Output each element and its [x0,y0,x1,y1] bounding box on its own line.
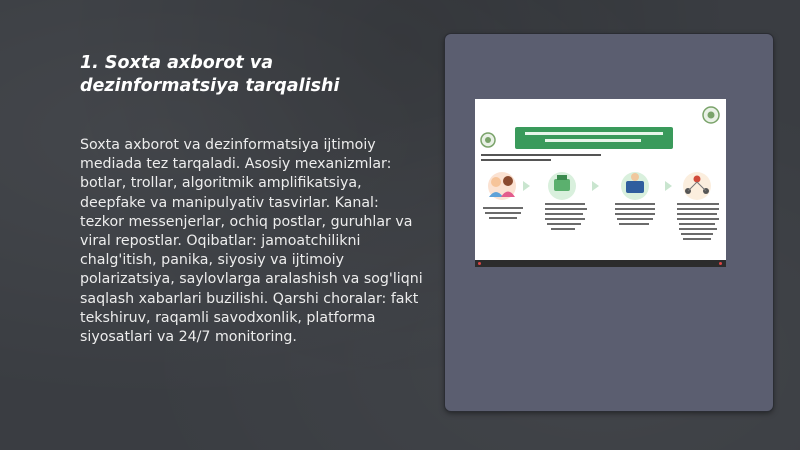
arrow-icon [592,181,599,191]
embedded-player-bar [475,260,726,267]
slide-title: 1. Soxta axborot va dezinformatsiya tarqalishi [80,53,340,96]
embedded-slide-graphic [475,99,726,267]
people-icon [488,172,516,200]
slide-text-block [80,52,425,347]
desk-icon [548,172,576,200]
briefcase-icon [621,172,649,200]
banner-shape [515,127,673,149]
arrow-icon [665,181,672,191]
arrow-icon [523,181,530,191]
slide-body: Soxta axborot va dezinformatsiya ijtimoiy mediada tez tarqaladi. Asosiy mexanizmlar: botlar, trollar, algoritmik amplifikatsiya, deepfake va manipulyativ tasvirlar. Kanal: tezkor messenjerlar, ochiq postlar, guruhlar va viral repostlar. Oqibatlar: jamoatchilikni chalg'itish, panika, siyosiy va ijtimoiy polarizatsiya, saylovlarga aralashish va sog'liqni saqlash xabarlari buzilishi. Qarshi choralar: fakt tekshiruv, raqamli savodxonlik, platforma siyosatlari va 24/7 monitoring. [80,137,423,346]
embedded-slide-image [475,99,726,267]
network-icon [683,172,711,200]
